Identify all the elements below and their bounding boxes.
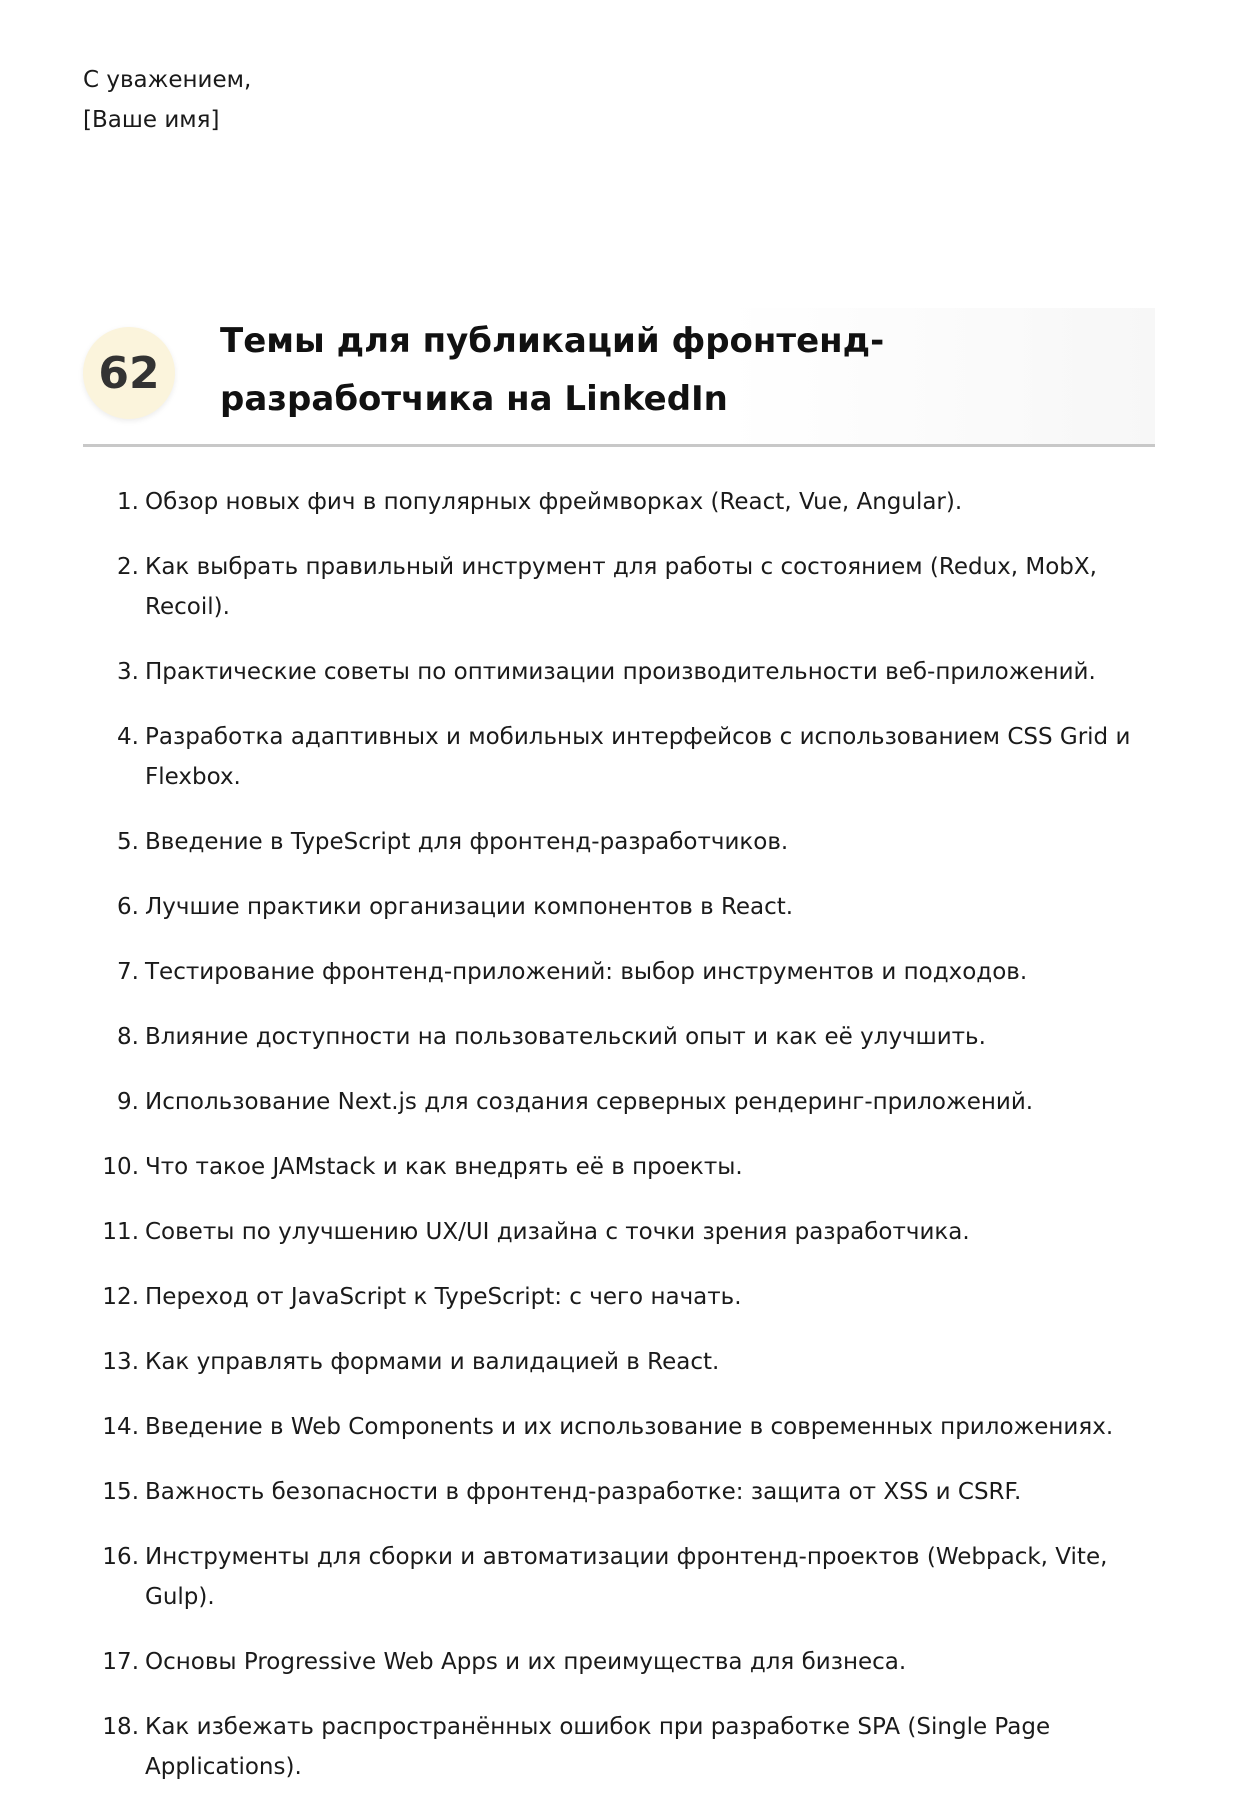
list-item (83, 547, 1183, 627)
list-item-text: Как избежать распространённых ошибок при разработке SPA (Single Page Applications). (145, 1714, 1051, 1780)
section-title: Темы для публикаций фронтенд-разработчика на LinkedIn (220, 321, 885, 419)
list-item-text: Влияние доступности на пользовательский опыт и как её улучшить. (145, 1024, 986, 1050)
list-item-number: 10. (102, 1154, 139, 1180)
list-item-text: Разработка адаптивных и мобильных интерфейсов с использованием CSS Grid и Flexbox. (145, 724, 1131, 790)
list-item-number: 7. (117, 959, 139, 985)
list-item-number: 2. (117, 554, 139, 580)
list-item-text: Как выбрать правильный инструмент для работы с состоянием (Redux, MobX, Recoil). (145, 554, 1097, 620)
list-item-text: Практические советы по оптимизации производительности веб-приложений. (145, 659, 1096, 685)
list-item (83, 952, 1183, 992)
list-item-number: 9. (117, 1089, 139, 1115)
list-item (83, 652, 1183, 692)
list-item-number: 12. (102, 1284, 139, 1310)
list-item-number: 11. (102, 1219, 139, 1245)
list-item-number: 6. (117, 894, 139, 920)
list-item-text: Инструменты для сборки и автоматизации фронтенд-проектов (Webpack, Vite, Gulp). (145, 1544, 1108, 1610)
list-item-text: Обзор новых фич в популярных фреймворках (React, Vue, Angular). (145, 489, 963, 515)
list-item (83, 717, 1183, 797)
section-header (83, 308, 1155, 447)
list-item (83, 1407, 1183, 1447)
list-item (83, 1082, 1183, 1122)
list-item (83, 482, 1183, 522)
list-item (83, 1537, 1183, 1617)
closing-name-placeholder: [Ваше имя] (83, 107, 220, 133)
list-item (83, 887, 1183, 927)
closing-greeting: С уважением, (83, 67, 252, 93)
list-item (83, 1707, 1183, 1787)
list-item-number: 8. (117, 1024, 139, 1050)
list-item-number: 1. (117, 489, 139, 515)
list-item-text: Введение в TypeScript для фронтенд-разработчиков. (145, 829, 789, 855)
list-item-number: 15. (102, 1479, 139, 1505)
list-item-text: Использование Next.js для создания серверных рендеринг-приложений. (145, 1089, 1034, 1115)
list-item (83, 1342, 1183, 1382)
list-item-number: 17. (102, 1649, 139, 1675)
section-number-badge: 62 (83, 327, 175, 419)
list-item (83, 822, 1183, 862)
list-item-number: 3. (117, 659, 139, 685)
list-item-text: Основы Progressive Web Apps и их преимущества для бизнеса. (145, 1649, 907, 1675)
list-item (83, 1147, 1183, 1187)
list-item-text: Переход от JavaScript к TypeScript: с чего начать. (145, 1284, 742, 1310)
list-item (83, 1212, 1183, 1252)
list-item-number: 4. (117, 724, 139, 750)
list-item-text: Как управлять формами и валидацией в React. (145, 1349, 720, 1375)
list-item-text: Тестирование фронтенд-приложений: выбор инструментов и подходов. (145, 959, 1028, 985)
list-item (83, 1277, 1183, 1317)
topics-list (83, 482, 1183, 1812)
list-item-text: Введение в Web Components и их использование в современных приложениях. (145, 1414, 1114, 1440)
list-item (83, 1642, 1183, 1682)
list-item-number: 18. (102, 1714, 139, 1740)
list-item-number: 13. (102, 1349, 139, 1375)
list-item-text: Лучшие практики организации компонентов в React. (145, 894, 794, 920)
list-item-number: 5. (117, 829, 139, 855)
list-item-text: Важность безопасности в фронтенд-разработке: защита от XSS и CSRF. (145, 1479, 1022, 1505)
list-item-text: Что такое JAMstack и как внедрять её в проекты. (145, 1154, 743, 1180)
list-item (83, 1472, 1183, 1512)
list-item (83, 1017, 1183, 1057)
list-item-text: Советы по улучшению UX/UI дизайна с точки зрения разработчика. (145, 1219, 970, 1245)
closing-signature (83, 60, 251, 140)
list-item-number: 16. (102, 1544, 139, 1570)
list-item-number: 14. (102, 1414, 139, 1440)
